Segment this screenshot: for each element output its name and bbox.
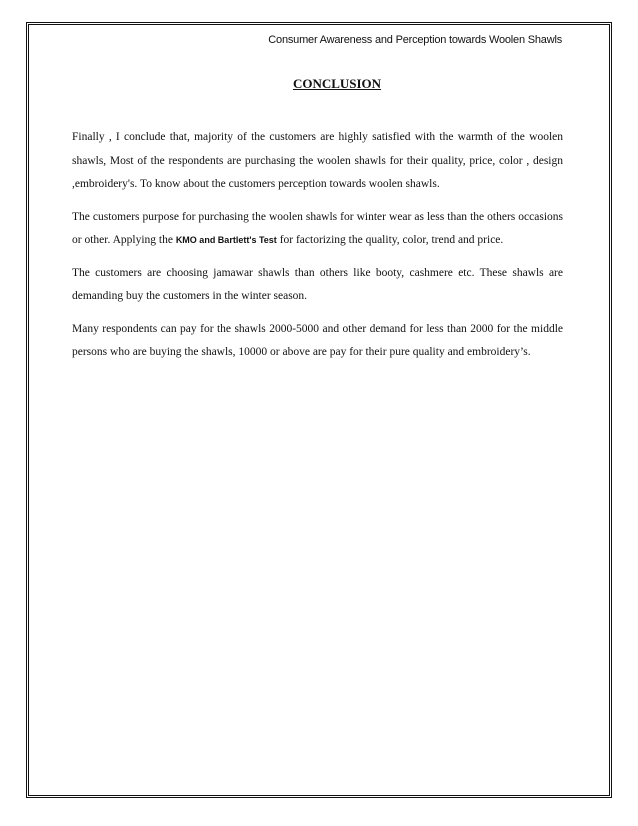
paragraph-purpose	[72, 206, 563, 253]
page-title: CONCLUSION	[292, 76, 382, 91]
running-header: Consumer Awareness and Perception towards Woolen Shawls	[268, 34, 562, 46]
paragraph-purpose-text-start: The customers purpose for purchasing the woolen shawls for winter wear as less than the others occasions or other. Applying the	[72, 210, 563, 246]
kmo-bartlett-test-term: KMO and Bartlett's Test	[175, 235, 277, 245]
paragraph-purpose-text-end: for factorizing the quality, color, trend and price.	[276, 234, 504, 246]
paragraph-conclusion: Finally , I conclude that, majority of the customers are highly satisfied with the warmth of the woolen shawls, Most of the respondents are purchasing the woolen shawls for their quality, price, color , design ,embroidery's. To know about the customers perception towards woolen shawls.	[72, 131, 563, 190]
paragraph-price-ranges: Many respondents can pay for the shawls 2000-5000 and other demand for less than 2000 for the middle persons who are buying the shawls, 10000 or above are pay for their pure quality and embroidery’s.	[72, 322, 563, 358]
document-body	[72, 126, 563, 374]
paragraph-shawl-types: The customers are choosing jamawar shawls than others like booty, cashmere etc. These shawls are demanding buy the customers in the winter season.	[72, 266, 563, 302]
